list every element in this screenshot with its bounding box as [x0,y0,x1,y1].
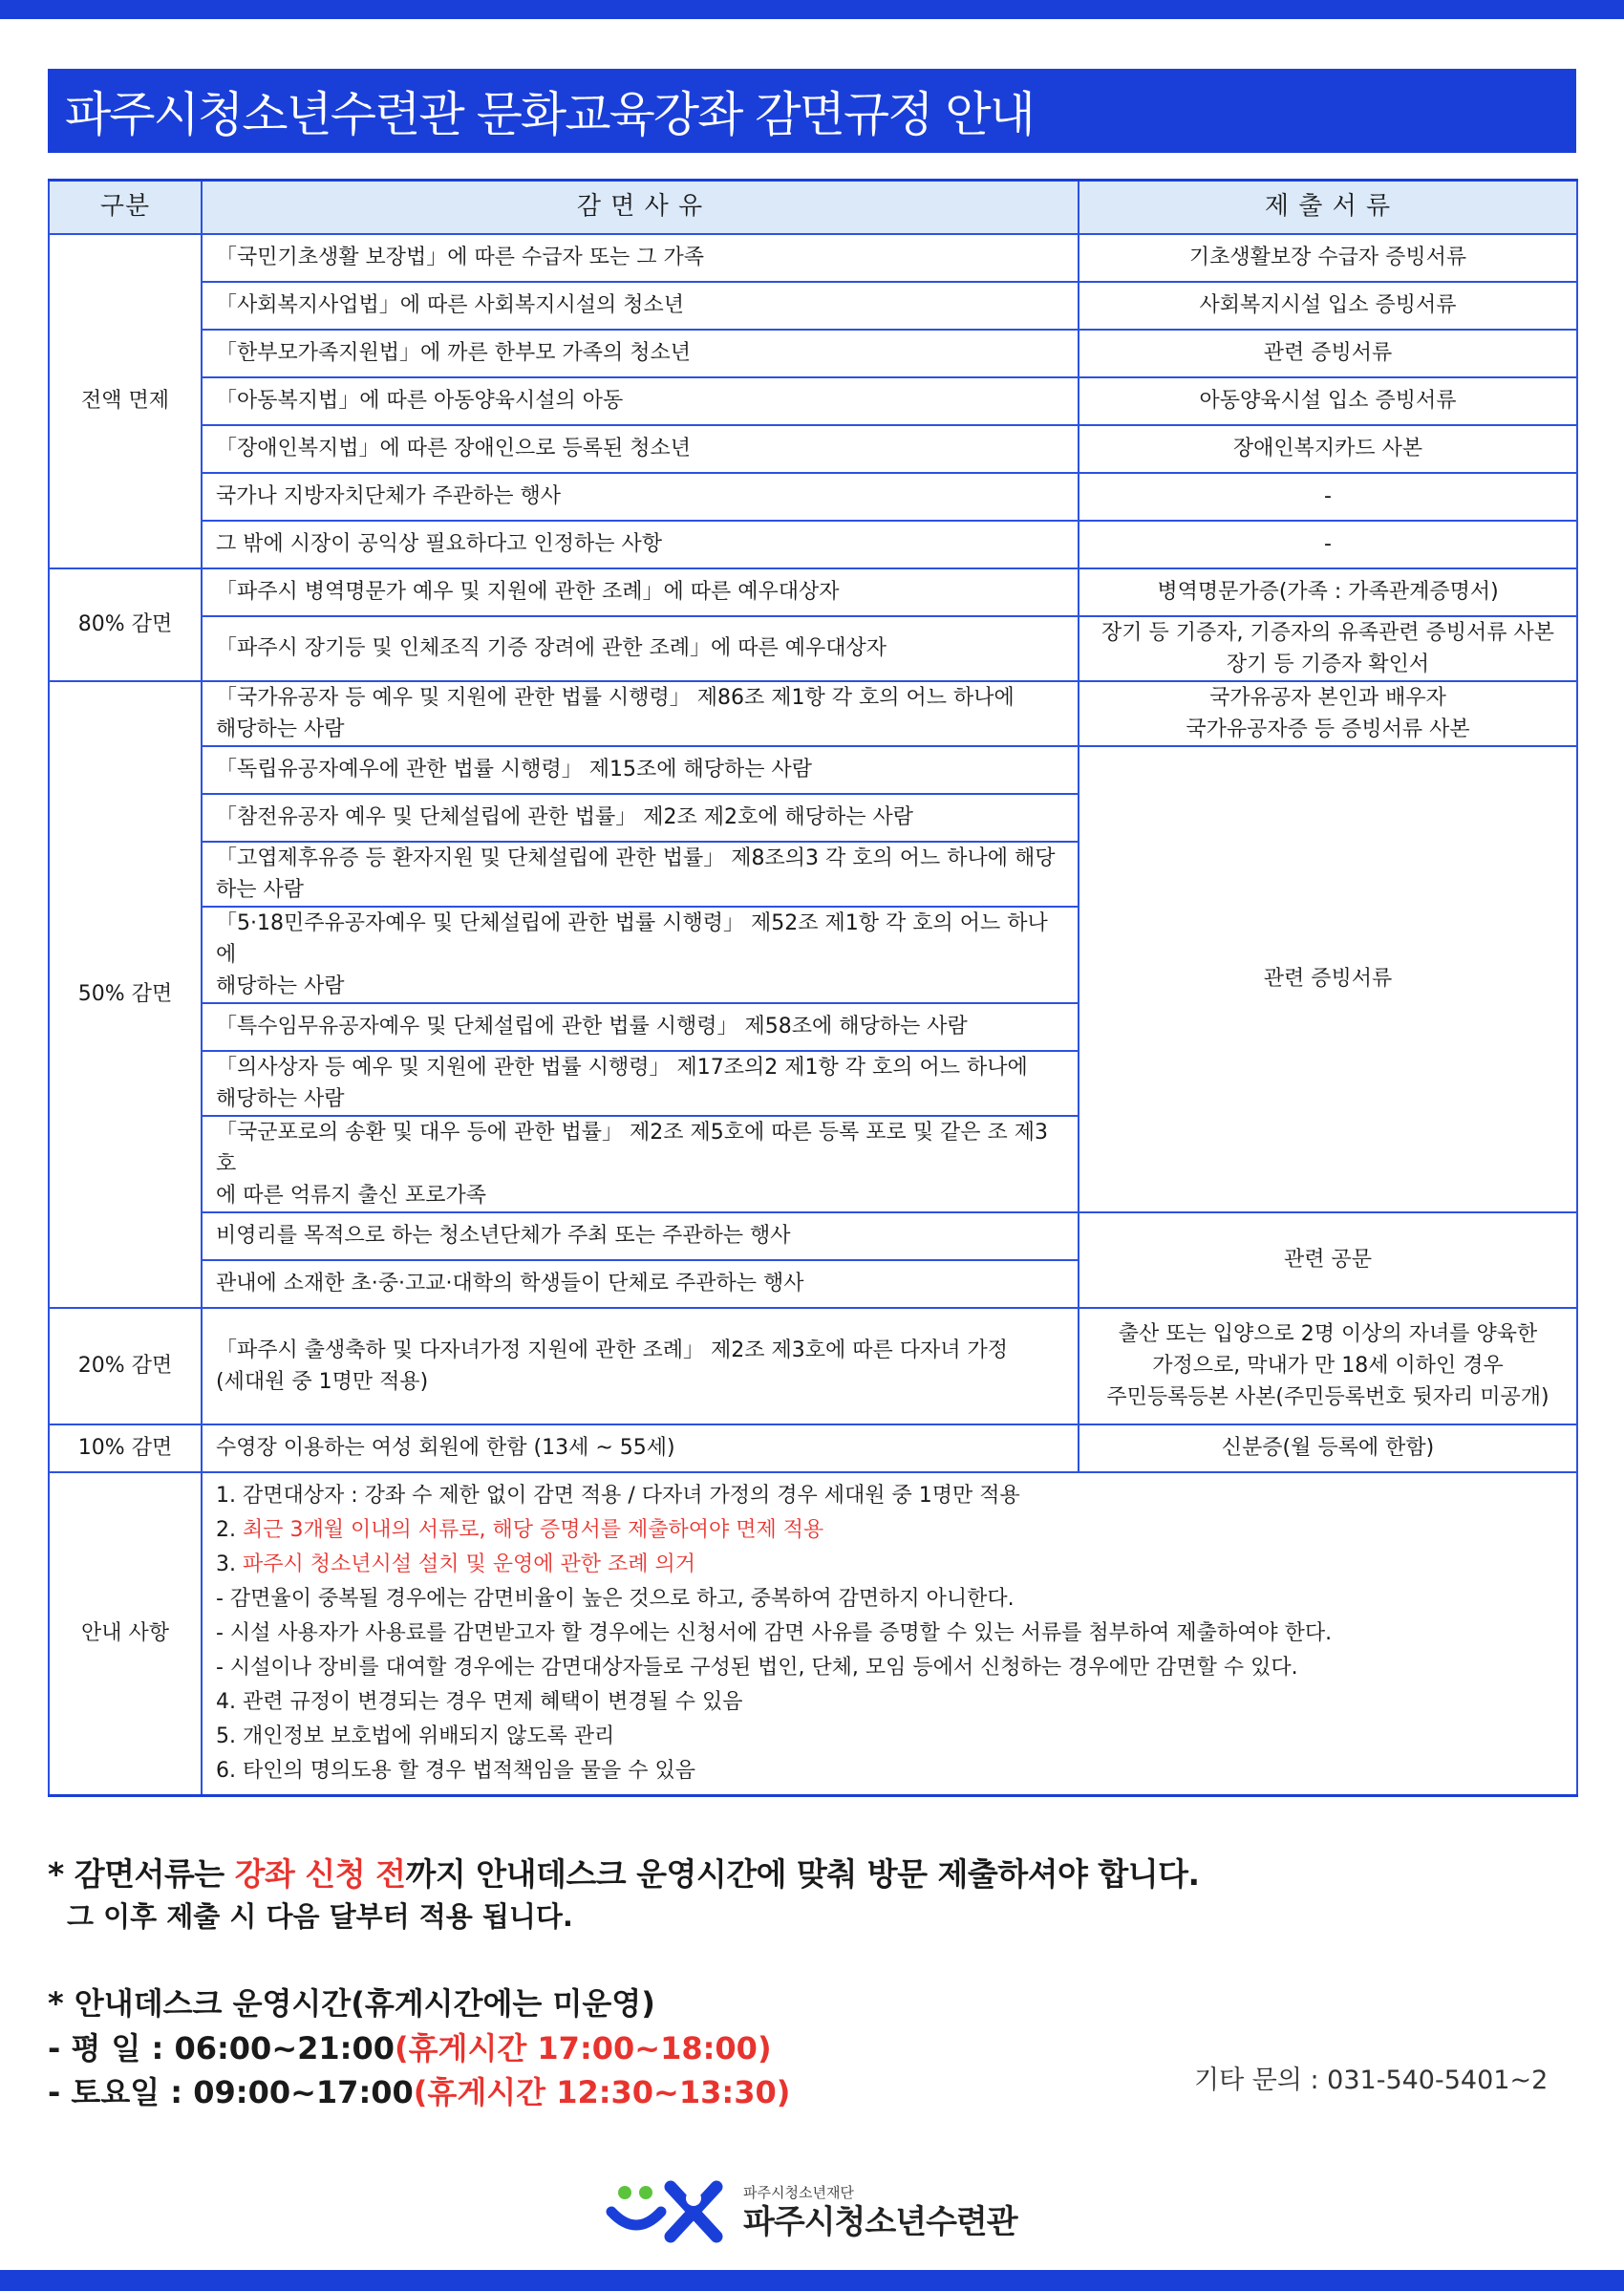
desk-hours-title: * 안내데스크 운영시간(휴게시간에는 미운영) [48,1985,655,2022]
submission-notice [48,1853,1200,1895]
document-cell-group: 관련 공문 [1079,1212,1577,1308]
category-full-exemption: 전액 면제 [49,234,202,568]
table-row [49,1308,1577,1424]
saturday-break: (휴게시간 12:30~13:30) [413,2074,791,2110]
saturday-hours [48,2071,790,2113]
reason-line: 해당하는 사람 [216,1086,345,1111]
header-category: 구분 [49,181,202,234]
note-line-3c: - 시설이나 장비를 대여할 경우에는 감면대상자들로 구성된 법인, 단체, 모임 등에서 신청하는 경우에만 감면할 수 있다. [216,1655,1298,1680]
notes-cell [202,1472,1577,1796]
header-reason: 감 면 사 유 [202,181,1079,234]
reason-cell [202,1116,1079,1212]
table-row [49,234,1577,282]
category-20: 20% 감면 [49,1308,202,1424]
saturday-time: - 토요일 : 09:00~17:00 [48,2074,414,2110]
note-number: 2. [216,1517,243,1542]
note-line-3 [216,1548,1563,1582]
reason-cell [202,1308,1079,1424]
reason-line: 「파주시 출생축하 및 다자녀가정 지원에 관한 조례」 제2조 제3호에 따른 다자녀 가정 [216,1338,1008,1362]
document-cell: 장애인복지카드 사본 [1079,425,1577,473]
document-cell: 아동양육시설 입소 증빙서류 [1079,377,1577,425]
weekday-hours [48,2027,772,2069]
note-line-2 [216,1513,1563,1548]
table-row [49,1424,1577,1472]
reason-cell: 「참전유공자 예우 및 단체설립에 관한 법률」 제2조 제2호에 해당하는 사람 [202,794,1079,842]
table-row [49,282,1577,330]
reason-cell: 비영리를 목적으로 하는 청소년단체가 주최 또는 주관하는 행사 [202,1212,1079,1260]
table-header-row [49,181,1577,234]
document-cell: 사회복지시설 입소 증빙서류 [1079,282,1577,330]
footer-logo [604,2174,1024,2251]
reason-cell [202,842,1079,907]
category-notes: 안내 사항 [49,1472,202,1796]
org-big-name: 파주시청소년수련관 [743,2203,1017,2241]
foundation-logo-icon [604,2179,728,2246]
bottom-accent-bar [0,2270,1624,2291]
reason-line: 「국군포로의 송환 및 대우 등에 관한 법률」 제2조 제5호에 따른 등록 포로 및 같은 조 제3호 [216,1120,1048,1176]
page-title: 파주시청소년수련관 문화교육강좌 감면규정 안내 [48,69,1576,153]
submission-notice-2: 그 이후 제출 시 다음 달부터 적용 됩니다. [67,1900,573,1933]
reason-cell: 「한부모가족지원법」에 까른 한부모 가족의 청소년 [202,330,1079,377]
table-row [49,681,1577,746]
category-10: 10% 감면 [49,1424,202,1472]
table-row [49,616,1577,681]
note-line-4: 4. 관련 규정이 변경되는 경우 면제 혜택이 변경될 수 있음 [216,1689,743,1714]
reason-cell: 수영장 이용하는 여성 회원에 한함 (13세 ~ 55세) [202,1424,1079,1472]
reason-cell: 「특수임무유공자예우 및 단체설립에 관한 법률 시행령」 제58조에 해당하는 사람 [202,1003,1079,1051]
table-row [49,1212,1577,1260]
note-line-3a: - 감면율이 중복될 경우에는 감면비율이 높은 것으로 하고, 중복하여 감면하지 아니한다. [216,1586,1015,1611]
reason-line: 해당하는 사람 [216,974,345,998]
table-row [49,330,1577,377]
note-highlight: 최근 3개월 이내의 서류로, 해당 증명서를 제출하여야 면제 적용 [242,1517,824,1542]
table-row [49,473,1577,521]
note-line-5: 5. 개인정보 보호법에 위배되지 않도록 관리 [216,1724,615,1748]
reason-cell: 「장애인복지법」에 따른 장애인으로 등록된 청소년 [202,425,1079,473]
reason-line: 에 따른 억류지 출신 포로가족 [216,1183,486,1208]
document-cell: 병역명문가증(가족 : 가족관계증명서) [1079,568,1577,616]
note-line-3b: - 시설 사용자가 사용료를 감면받고자 할 경우에는 신청서에 감면 사유를 증명할 수 있는 서류를 첨부하여 제출하여야 한다. [216,1620,1333,1645]
document-line: 장기 등 기증자, 기증자의 유족관련 증빙서류 사본 [1101,620,1554,645]
reason-cell [202,907,1079,1003]
document-line: 국가유공자증 등 증빙서류 사본 [1186,717,1470,741]
notice-text: 까지 안내데스크 운영시간에 맞춰 방문 제출하셔야 합니다. [405,1855,1200,1893]
document-cell [1079,1308,1577,1424]
note-line-6: 6. 타인의 명의도용 할 경우 법적책임을 물을 수 있음 [216,1758,695,1783]
reason-line: 「고엽제후유증 등 환자지원 및 단체설립에 관한 법률」 제8조의3 각 호의 어느 하나에 해당 [216,846,1056,870]
org-small-name: 파주시청소년재단 [743,2184,854,2201]
document-cell [1079,616,1577,681]
reason-cell: 「국민기초생활 보장법」에 따른 수급자 또는 그 가족 [202,234,1079,282]
reason-line: 「의사상자 등 예우 및 지원에 관한 법률 시행령」 제17조의2 제1항 각 호의 어느 하나에 [216,1055,1028,1080]
reason-line: 「국가유공자 등 예우 및 지원에 관한 법률 시행령」 제86조 제1항 각 호의 어느 하나에 [216,685,1015,710]
header-documents: 제 출 서 류 [1079,181,1577,234]
reason-cell: 관내에 소재한 초·중·고교·대학의 학생들이 단체로 주관하는 행사 [202,1260,1079,1308]
weekday-break: (휴게시간 17:00~18:00) [395,2030,772,2066]
reason-cell: 국가나 지방자치단체가 주관하는 행사 [202,473,1079,521]
document-cell: - [1079,521,1577,568]
document-line: 장기 등 기증자 확인서 [1226,652,1430,676]
reason-line: (세대원 중 1명만 적용) [216,1369,429,1394]
weekday-time: - 평 일 : 06:00~21:00 [48,2030,395,2066]
category-50: 50% 감면 [49,681,202,1308]
inquiry-contact: 기타 문의 : 031-540-5401~2 [1194,2066,1549,2095]
reason-cell [202,681,1079,746]
document-cell: 신분증(월 등록에 한함) [1079,1424,1577,1472]
top-accent-bar [0,0,1624,19]
table-row [49,521,1577,568]
document-line: 국가유공자 본인과 배우자 [1209,685,1446,710]
notice-highlight: 강좌 신청 전 [234,1855,406,1893]
document-cell: - [1079,473,1577,521]
logo-text [743,2183,1017,2242]
document-line: 주민등록등본 사본(주민등록번호 뒷자리 미공개) [1106,1385,1549,1409]
note-highlight: 파주시 청소년시설 설치 및 운영에 관한 조례 의거 [242,1552,695,1576]
document-cell: 기초생활보장 수급자 증빙서류 [1079,234,1577,282]
discount-table [48,179,1578,1797]
reason-cell [202,1051,1079,1116]
table-row [49,377,1577,425]
document-line: 출산 또는 입양으로 2명 이상의 자녀를 양육한 [1118,1322,1538,1346]
table-row [49,425,1577,473]
document-cell: 관련 증빙서류 [1079,330,1577,377]
reason-cell: 「파주시 장기등 및 인체조직 기증 장려에 관한 조례」에 따른 예우대상자 [202,616,1079,681]
reason-line: 해당하는 사람 [216,717,345,741]
notes-row [49,1472,1577,1796]
document-cell [1079,681,1577,746]
reason-cell: 그 밖에 시장이 공익상 필요하다고 인정하는 사항 [202,521,1079,568]
document-line: 가정으로, 막내가 만 18세 이하인 경우 [1152,1354,1504,1378]
reason-cell: 「사회복지사업법」에 따른 사회복지시설의 청소년 [202,282,1079,330]
document-cell-group: 관련 증빙서류 [1079,746,1577,1212]
category-80: 80% 감면 [49,568,202,681]
reason-cell: 「아동복지법」에 따른 아동양육시설의 아동 [202,377,1079,425]
table-row [49,746,1577,794]
note-number: 3. [216,1552,243,1576]
reason-cell: 「독립유공자예우에 관한 법률 시행령」 제15조에 해당하는 사람 [202,746,1079,794]
notice-text: * 감면서류는 [48,1855,235,1893]
note-line-1: 1. 감면대상자 : 강좌 수 제한 없이 감면 적용 / 다자녀 가정의 경우 세대원 중 1명만 적용 [216,1483,1020,1508]
reason-line: 하는 사람 [216,877,305,902]
reason-cell: 「파주시 병역명문가 예우 및 지원에 관한 조례」에 따른 예우대상자 [202,568,1079,616]
table-row [49,568,1577,616]
reason-line: 「5·18민주유공자예우 및 단체설립에 관한 법률 시행령」 제52조 제1항 각 호의 어느 하나에 [216,910,1048,967]
